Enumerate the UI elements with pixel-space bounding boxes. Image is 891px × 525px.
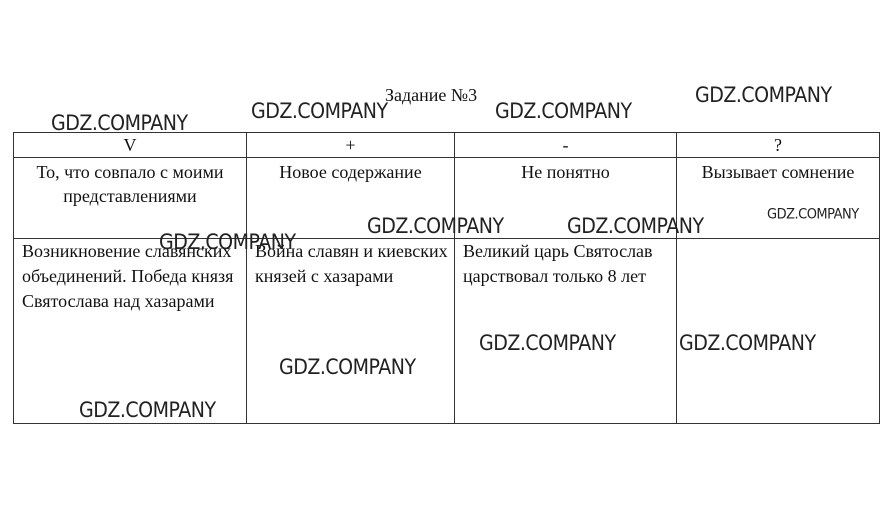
symbol-row	[14, 133, 880, 158]
content-cell-matched: Возникновение славянских объединений. Победа князя Святослава над хазарами	[14, 239, 247, 424]
watermark-text: GDZ.COMPANY	[251, 99, 388, 124]
symbol-cell-check: V	[14, 133, 247, 158]
watermark-text: GDZ.COMPANY	[767, 206, 859, 223]
watermark-text: GDZ.COMPANY	[679, 331, 816, 356]
watermark-text: GDZ.COMPANY	[567, 214, 704, 239]
watermark-text: GDZ.COMPANY	[495, 99, 632, 124]
watermark-text: GDZ.COMPANY	[79, 398, 216, 423]
watermark-text: GDZ.COMPANY	[695, 83, 832, 108]
watermark-text: GDZ.COMPANY	[479, 331, 616, 356]
watermark-text: GDZ.COMPANY	[367, 214, 504, 239]
content-cell-new: Война славян и киевских князей с хазарами	[247, 239, 455, 424]
content-cell-unclear: Великий царь Святослав царствовал только 8 лет	[455, 239, 677, 424]
symbol-cell-plus: +	[247, 133, 455, 158]
task-title: Задание №3	[385, 85, 478, 105]
header-cell-doubt: Вызывает сомнение	[677, 158, 880, 239]
watermark-text: GDZ.COMPANY	[51, 111, 188, 136]
symbol-cell-minus: -	[455, 133, 677, 158]
header-cell-unclear: Не понятно	[455, 158, 677, 239]
task-table	[13, 132, 880, 424]
header-cell-matched: То, что совпало с моими представлениями	[14, 158, 247, 239]
header-cell-new: Новое содержание	[247, 158, 455, 239]
watermark-text: GDZ.COMPANY	[159, 230, 296, 255]
symbol-cell-question: ?	[677, 133, 880, 158]
watermark-text: GDZ.COMPANY	[279, 355, 416, 380]
